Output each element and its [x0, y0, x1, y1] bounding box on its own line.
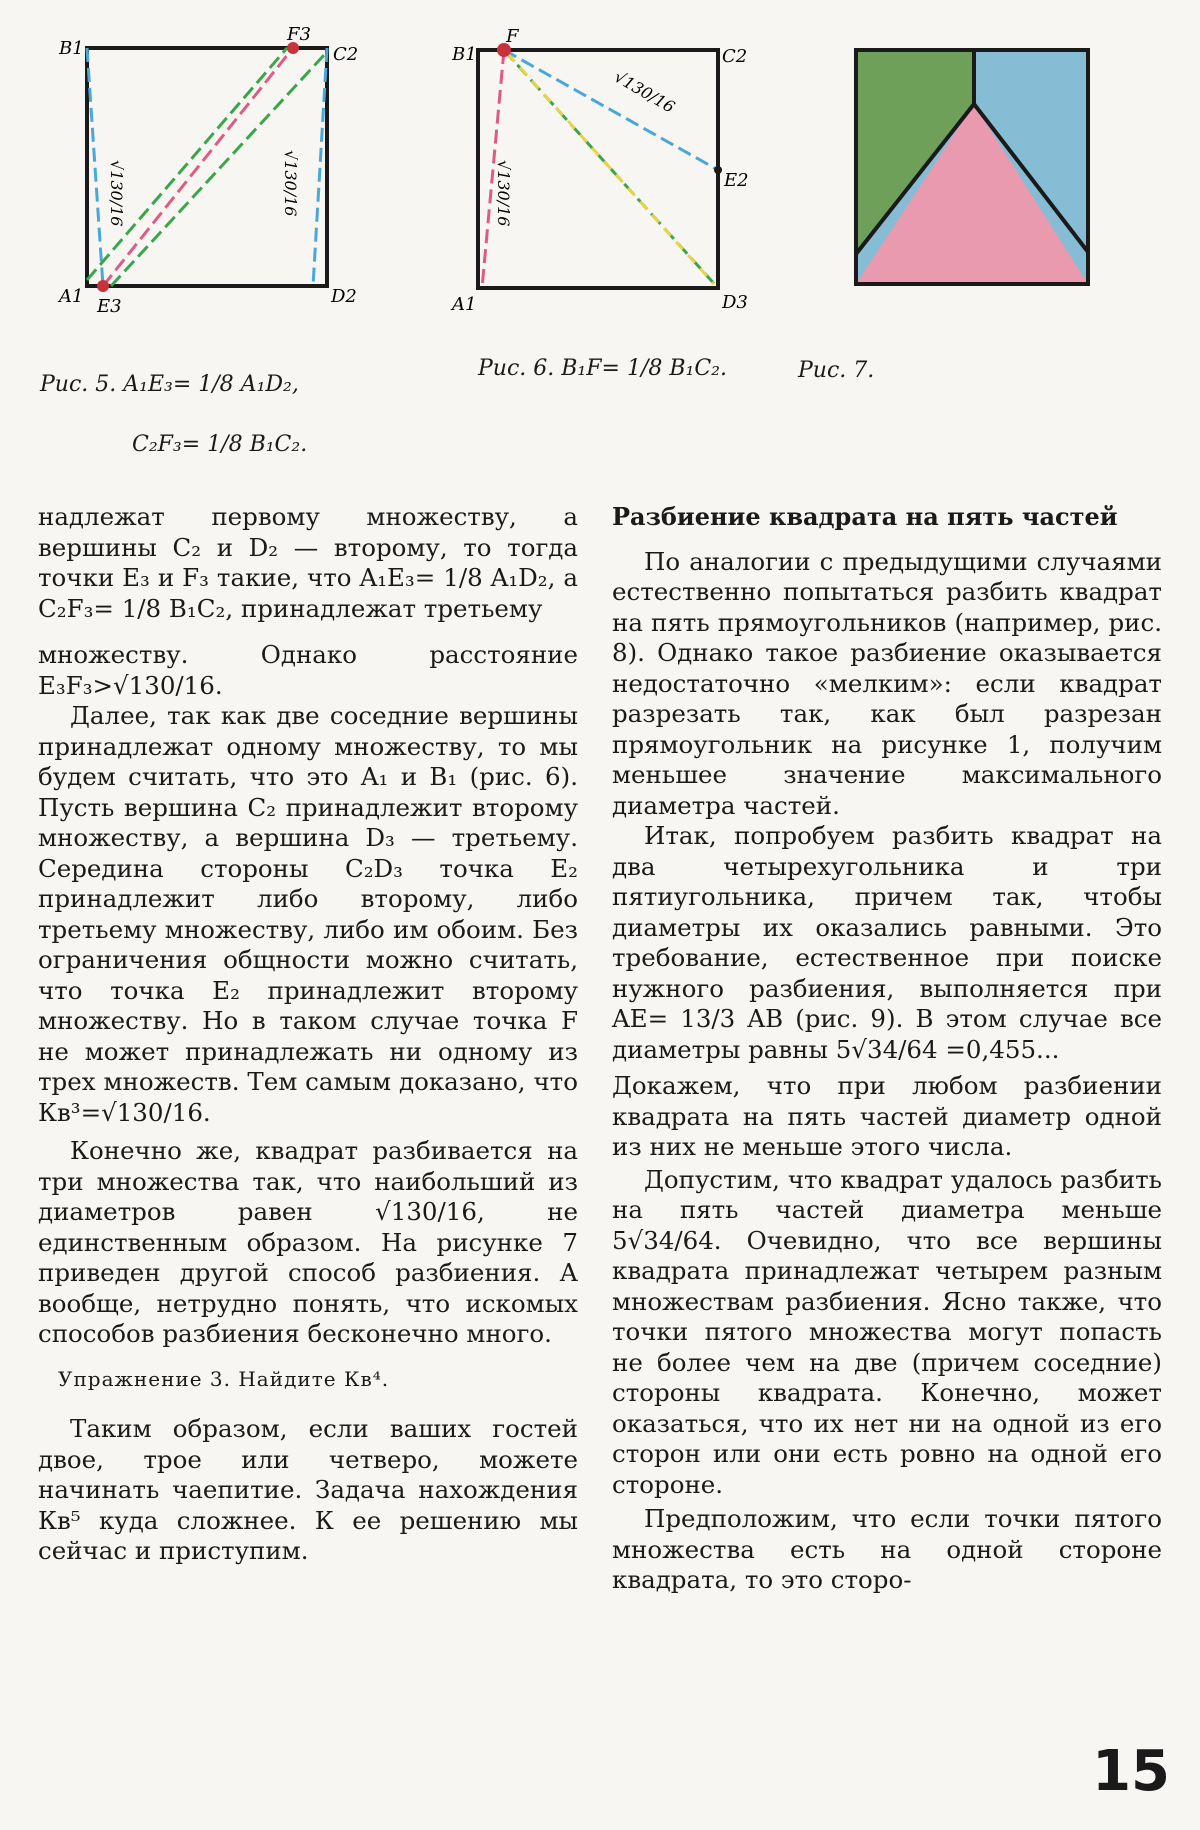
- fig6-label-b1: B1: [452, 44, 477, 65]
- fig6-label-a1: A1: [452, 294, 477, 315]
- fig5-caption-line2: C₂F₃= 1/8 B₁C₂.: [132, 432, 308, 457]
- right-paragraph-4: Допустим, что квадрат удалось разбить на пять частей диаметра меньше 5√34/64. Очевидно, что все вершины квадрата принадлежат четырем разным множествам разбиения. Ясно также, что точки пятого множества могут попасть не более чем на две (причем соседние) стороны квадрата. Конечно, может оказаться, что их нет ни на одной из его сторон или они есть ровно на одной его стороне.: [612, 1164, 1162, 1499]
- left-paragraph-2: Далее, так как две соседние вершины принадлежат одному множеству, то мы будем считать, что это A₁ и B₁ (рис. 6). Пусть вершина C₂ принадлежит второму множеству, а вершина D₃ — третьему. Середина стороны C₂D₃ точка E₂ принадлежит либо второму, либо третьему множеству, либо им обоим. Без ограничения общности можно считать, что точка E₂ принадлежит второму множеству. Но в таком случае точка F не может принадлежать ни одному из трех множеств. Тем самым доказано, что Кв³=√130/16.: [38, 701, 578, 1127]
- fig5-segment-pink: [103, 48, 293, 286]
- left-column: [38, 502, 578, 1567]
- fig6-length-top: √130/16: [611, 67, 679, 117]
- fig5-label-d2: D2: [331, 286, 357, 307]
- right-paragraph-1: По аналогии с предыдущими случаями естественно попытаться разбить квадрат на пять прямоугольников (например, рис. 8). Однако такое разбиение оказывается недостаточно «мелким»: если квадрат разрезать так, как был разрезан прямоугольник на рисунке 1, получим меньшее значение максимального диаметра частей.: [612, 546, 1162, 820]
- fig6-length-left: √130/16: [494, 160, 513, 227]
- figure-7: [848, 44, 1098, 294]
- fig6-label-e2: E2: [724, 170, 749, 191]
- left-paragraph-4: Таким образом, если ваших гостей двое, трое или четверо, можете начинать чаепитие. Задача нахождения Кв⁵ куда сложнее. К ее решению мы сейчас и приступим.: [38, 1414, 578, 1565]
- page-number: 15: [1092, 1739, 1170, 1804]
- fig6-segment-blue: [504, 50, 718, 170]
- left-paragraph-3: Конечно же, квадрат разбивается на три множества так, что наибольший из диаметров равен √130/16, не единственным образом. На рисунке 7 приведен другой способ разбиения. А вообще, нетрудно понять, что искомых способов разбиения бесконечно много.: [38, 1136, 578, 1348]
- fig5-segment-blue-right: [313, 48, 327, 286]
- fig5-caption-line1: Рис. 5. A₁E₃= 1/8 A₁D₂,: [40, 372, 299, 397]
- right-column: [612, 502, 1162, 1596]
- exercise-3: Упражнение 3. Найдите Кв⁴.: [58, 1366, 390, 1391]
- fig6-point-e2: [714, 166, 722, 174]
- fig6-square: [478, 50, 718, 288]
- figure-6: [448, 10, 748, 320]
- fig6-caption: Рис. 6. B₁F= 1/8 B₁C₂.: [478, 356, 727, 381]
- right-paragraph-3: Докажем, что при любом разбиении квадрата на пять частей диаметр одной из них не меньше этого числа.: [612, 1071, 1162, 1161]
- fig6-label-f: F: [506, 26, 519, 47]
- left-paragraph-1a: надлежат первому множеству, а вершины C₂ и D₂ — второму, то тогда точки E₃ и F₃ такие, что A₁E₃= 1/8 A₁D₂, а C₂F₃= 1/8 B₁C₂, принадлежат третьему: [38, 502, 578, 623]
- fig5-label-e3: E3: [97, 296, 122, 317]
- figure-5: [55, 10, 359, 320]
- section-heading: Разбиение квадрата на пять частей: [612, 502, 1118, 531]
- fig5-label-f3: F3: [287, 24, 311, 45]
- fig6-label-c2: C2: [722, 46, 748, 67]
- fig5-label-a1: A1: [59, 286, 84, 307]
- fig6-label-d3: D3: [722, 292, 748, 313]
- fig5-length-right: √130/16: [281, 150, 300, 217]
- fig7-caption: Рис. 7.: [798, 358, 875, 383]
- right-paragraph-2: Итак, попробуем разбить квадрат на два четырехугольника и три пятиугольника, причем так, чтобы диаметры их оказались равными. Это требование, естественное при поиске нужного разбиения, выполняется при AE= 13/3 AB (рис. 9). В этом случае все диаметры равны 5√34/64 =0,455...: [612, 821, 1162, 1064]
- fig5-point-e3: [97, 280, 109, 292]
- right-paragraph-5: Предположим, что если точки пятого множества есть на одной стороне квадрата, то это сторо-: [612, 1504, 1162, 1594]
- fig5-label-b1: B1: [59, 38, 84, 59]
- fig5-segment-blue-left: [87, 48, 103, 286]
- left-paragraph-1b: множеству. Однако расстояние E₃F₃>√130/16.: [38, 640, 578, 700]
- fig5-label-c2: C2: [333, 44, 359, 65]
- fig5-length-left: √130/16: [107, 160, 126, 227]
